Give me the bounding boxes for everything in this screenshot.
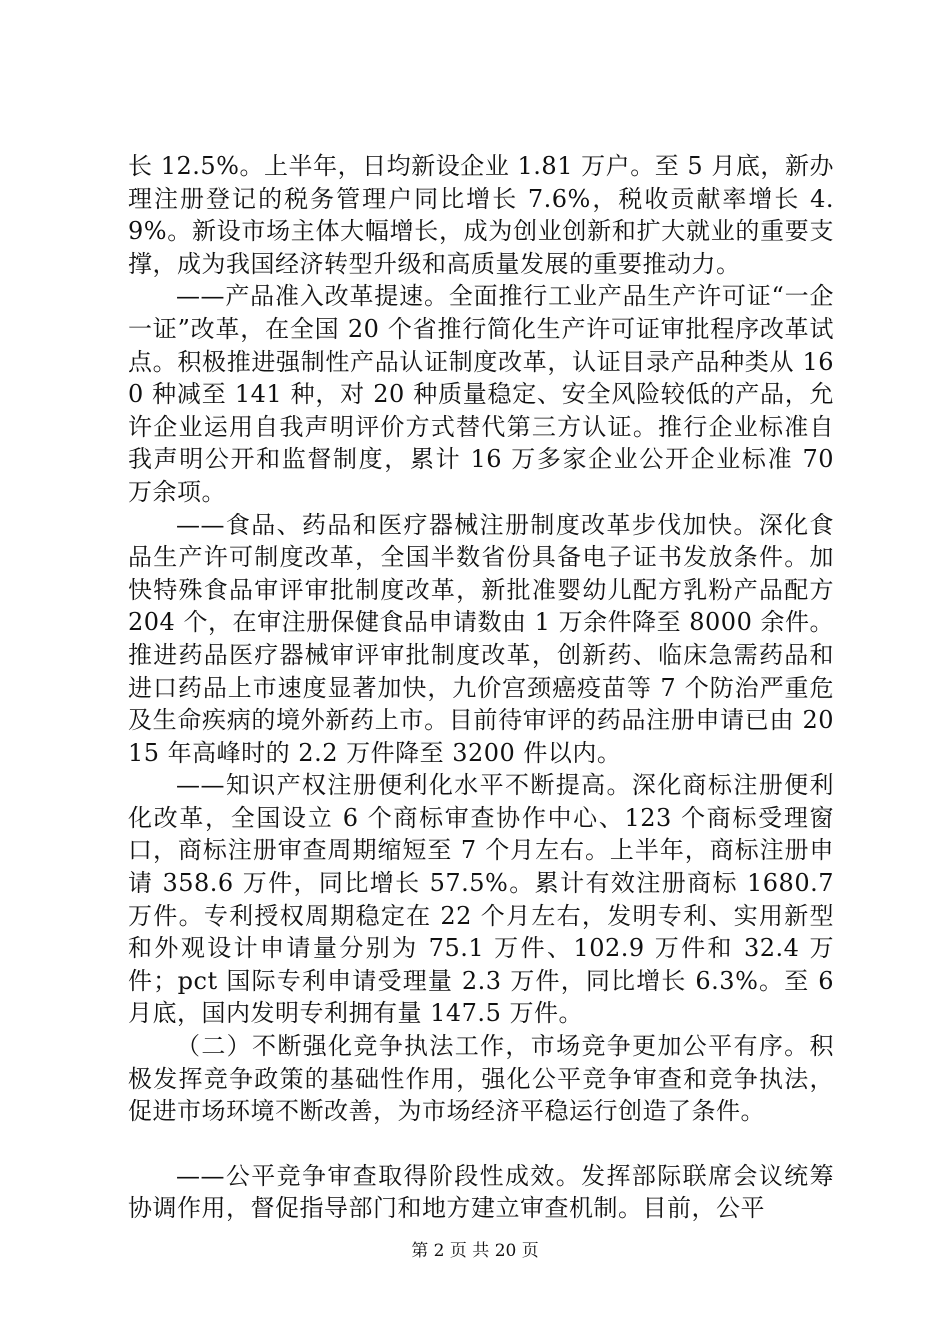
page-footer: 第 2 页 共 20 页 <box>411 1241 539 1261</box>
paragraph-1: 长 12.5%。上半年，日均新设企业 1.81 万户。至 5 月底，新办理注册登记的税务管理户同比增长 7.6%，税收贡献率增长 4.9%。新设市场主体大幅增长，成为创业创新和扩大就业的重要支撑，成为我国经济转型升级和高质量发展的重要推动力。 <box>128 152 834 278</box>
paragraph-spacer <box>128 1128 834 1160</box>
paragraph-4: ——知识产权注册便利化水平不断提高。深化商标注册便利化改革，全国设立 6 个商标审查协作中心、123 个商标受理窗口，商标注册审查周期缩短至 7 个月左右。上半年，商标注册申请 358.6 万件，同比增长 57.5%。累计有效注册商标 1680.7 万件。专利授权周期稳定在 22 个月左右，发明专利、实用新型和外观设计申请量分别为 75.1 万件、102.9 万件和 32.4 万件；pct 国际专利申请受理量 2.3 万件，同比增长 6.3%。至 6 月底，国内发明专利拥有量 147.5 万件。 <box>128 771 834 1028</box>
paragraph-5: （二）不断强化竞争执法工作，市场竞争更加公平有序。积极发挥竞争政策的基础性作用，强化公平竞争审查和竞争执法，促进市场环境不断改善，为市场经济平稳运行创造了条件。 <box>128 1032 834 1126</box>
paragraph-3: ——食品、药品和医疗器械注册制度改革步伐加快。深化食品生产许可制度改革，全国半数省份具备电子证书发放条件。加快特殊食品审评审批制度改革，新批准婴幼儿配方乳粉产品配方 204 个，在审注册保健食品申请数由 1 万余件降至 8000 余件。推进药品医疗器械审评审批制度改革，创新药、临床急需药品和进口药品上市速度显著加快，九价宫颈癌疫苗等 7 个防治严重危及生命疾病的境外新药上市。目前待审评的药品注册申请已由 2015 年高峰时的 2.2 万件降至 3200 件以内。 <box>128 510 834 767</box>
document-body <box>128 150 834 1225</box>
paragraph-6: ——公平竞争审查取得阶段性成效。发挥部际联席会议统筹协调作用，督促指导部门和地方建立审查机制。目前，公平 <box>128 1161 834 1223</box>
paragraph-2: ——产品准入改革提速。全面推行工业产品生产许可证“一企一证”改革，在全国 20 个省推行简化生产许可证审批程序改革试点。积极推进强制性产品认证制度改革，认证目录产品种类从 160 种减至 141 种，对 20 种质量稳定、安全风险较低的产品，允许企业运用自我声明评价方式替代第三方认证。推行企业标准自我声明公开和监督制度，累计 16 万多家企业公开企业标准 70 万余项。 <box>128 282 834 506</box>
